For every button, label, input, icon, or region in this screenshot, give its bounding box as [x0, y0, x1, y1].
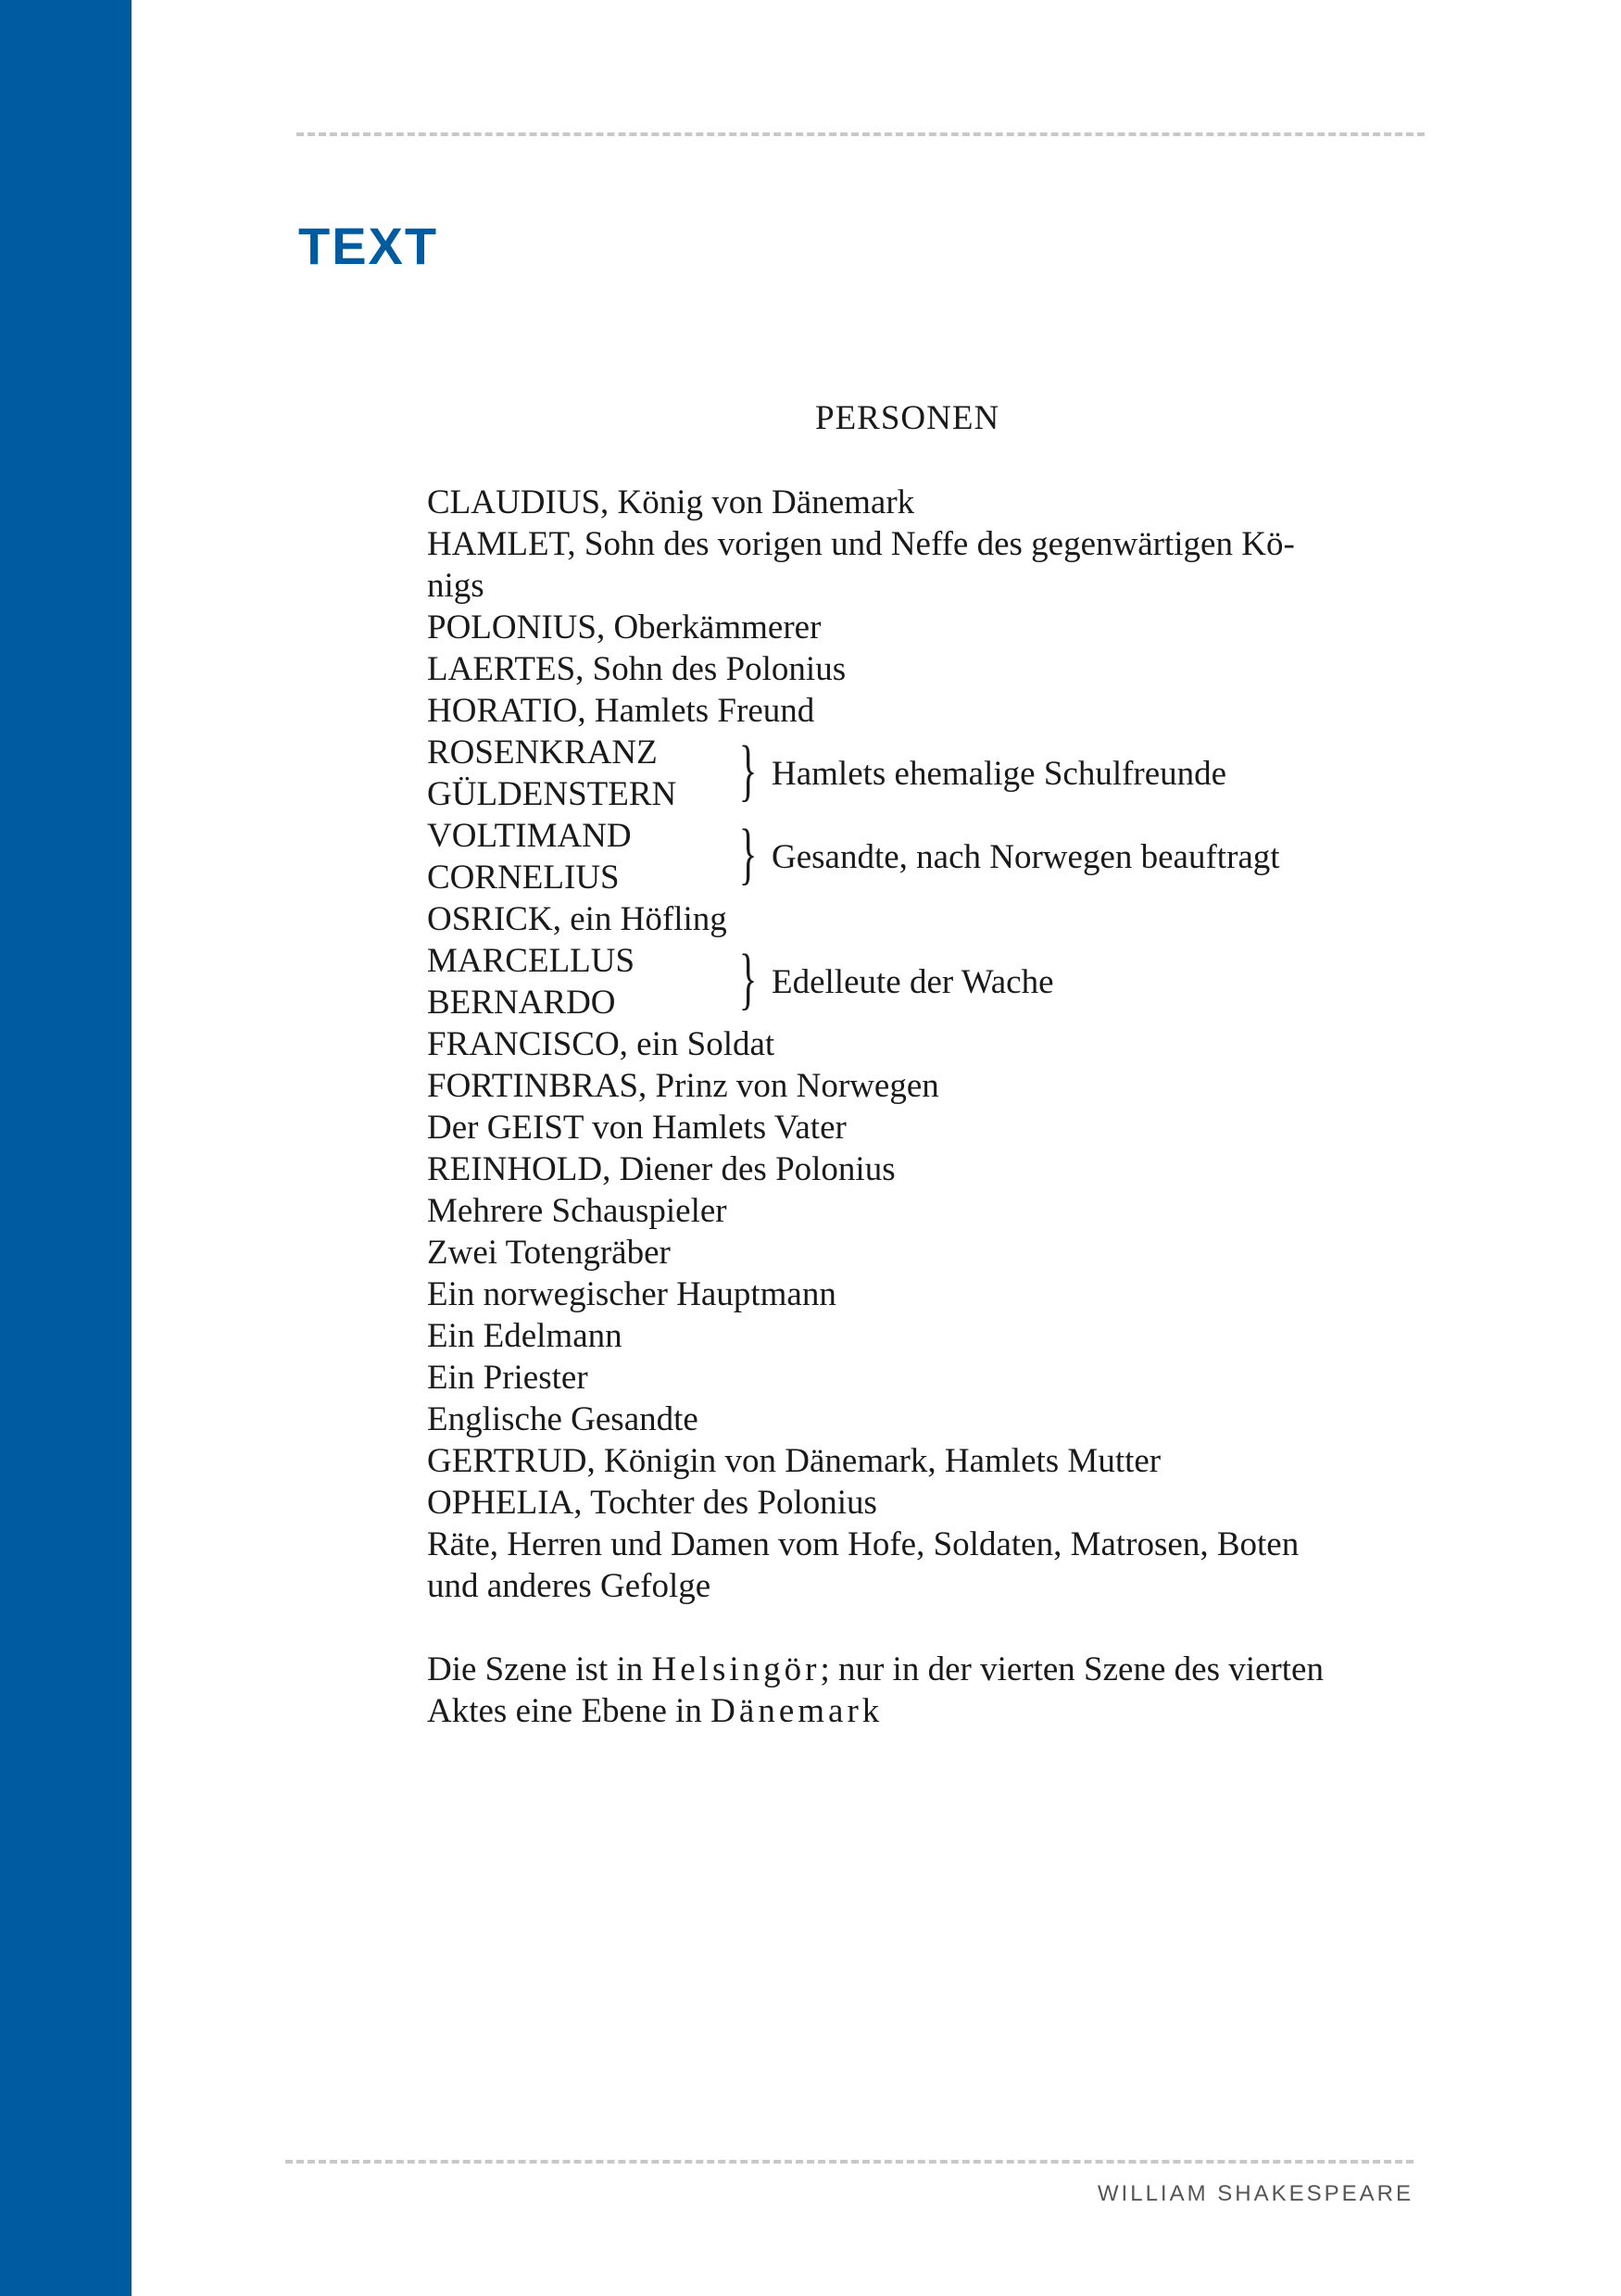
cast-name: CORNELIUS	[427, 859, 620, 897]
scene-line-1	[427, 1649, 1427, 1690]
cast-group-guards	[427, 940, 1427, 1023]
cast-line: Ein norwegischer Hauptmann	[427, 1275, 836, 1313]
cast-line: Ein Priester	[427, 1359, 588, 1397]
scene-text: ; nur in der vierten Szene des vierten	[820, 1650, 1324, 1688]
cast-line: Ein Edelmann	[427, 1317, 622, 1355]
cast-name: GÜLDENSTERN	[427, 775, 677, 813]
scene-line-2	[427, 1690, 1427, 1732]
cast-group-schoolfriends	[427, 732, 1427, 815]
cast-line: HORATIO, Hamlets Freund	[427, 692, 815, 730]
scene-text: Aktes eine Ebene in	[427, 1692, 711, 1730]
cast-line: GERTRUD, Königin von Dänemark, Hamlets Mutter	[427, 1442, 1162, 1480]
cast-line: Englische Gesandte	[427, 1400, 698, 1438]
scene-place: Dänemark	[710, 1692, 884, 1730]
cast-name: BERNARDO	[427, 984, 616, 1022]
scene-place: Helsingör	[651, 1650, 821, 1688]
cast-name: VOLTIMAND	[427, 817, 632, 855]
cast-line: POLONIUS, Oberkämmerer	[427, 609, 822, 646]
cast-line: nigs	[427, 567, 484, 605]
curly-brace-icon: }	[738, 816, 758, 892]
group-description: Edelleute der Wache	[772, 962, 1054, 1001]
cast-line: Mehrere Schauspieler	[427, 1192, 727, 1230]
top-dashed-rule	[296, 132, 1425, 136]
cast-list	[427, 482, 1427, 1607]
cast-line: FORTINBRAS, Prinz von Norwegen	[427, 1067, 939, 1105]
scene-note	[427, 1649, 1427, 1732]
cast-line: Räte, Herren und Damen vom Hofe, Soldaten, Matrosen, Boten	[427, 1525, 1300, 1563]
cast-line: HAMLET, Sohn des vorigen und Neffe des gegenwärtigen Kö-	[427, 525, 1295, 563]
group-description: Gesandte, nach Norwegen beauftragt	[772, 837, 1280, 876]
group-description: Hamlets ehemalige Schulfreunde	[772, 754, 1227, 793]
curly-brace-icon: }	[738, 941, 758, 1017]
cast-line: Zwei Totengräber	[427, 1234, 671, 1272]
cast-line: OSRICK, ein Höfling	[427, 900, 727, 938]
footer-author: WILLIAM SHAKESPEARE	[1097, 2181, 1414, 2206]
cast-line: LAERTES, Sohn des Polonius	[427, 650, 847, 688]
scene-text: Die Szene ist in	[427, 1650, 652, 1688]
cast-heading: PERSONEN	[815, 399, 1000, 437]
bottom-dashed-rule	[285, 2160, 1414, 2164]
section-title: TEXT	[298, 217, 439, 275]
cast-line: OPHELIA, Tochter des Polonius	[427, 1484, 877, 1522]
curly-brace-icon: }	[738, 733, 758, 809]
cast-line: Der GEIST von Hamlets Vater	[427, 1109, 847, 1147]
cast-name: MARCELLUS	[427, 942, 635, 980]
side-color-bar	[0, 0, 132, 2296]
cast-line: FRANCISCO, ein Soldat	[427, 1025, 775, 1063]
cast-name: ROSENKRANZ	[427, 734, 658, 772]
cast-line: CLAUDIUS, König von Dänemark	[427, 483, 915, 521]
cast-group-envoys	[427, 815, 1427, 898]
cast-line: und anderes Gefolge	[427, 1567, 711, 1605]
cast-line: REINHOLD, Diener des Polonius	[427, 1150, 896, 1188]
